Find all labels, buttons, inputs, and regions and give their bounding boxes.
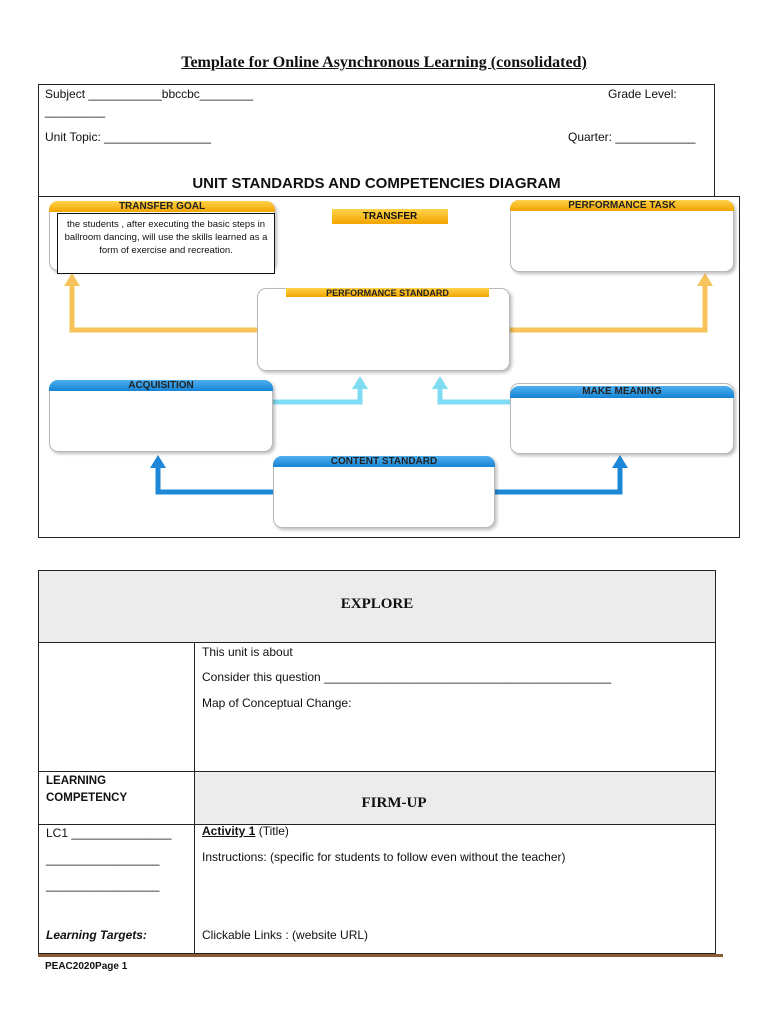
make-meaning-box bbox=[510, 383, 734, 454]
acquisition-header: ACQUISITION bbox=[49, 380, 273, 391]
row-divider bbox=[39, 642, 715, 643]
page-footer: PEAC2020Page 1 bbox=[45, 961, 128, 972]
learning-targets-label: Learning Targets: bbox=[46, 928, 147, 942]
arrow-content-to-acquisition bbox=[158, 468, 273, 492]
learning-competency-label: LEARNING COMPETENCY bbox=[46, 775, 128, 804]
diagram-title: UNIT STANDARDS AND COMPETENCIES DIAGRAM bbox=[192, 175, 561, 192]
transfer-label: TRANSFER bbox=[332, 209, 448, 224]
arrowhead-content-to-meaning bbox=[612, 455, 628, 468]
unit-about-text: This unit is about bbox=[202, 645, 293, 659]
clickable-links-text: Clickable Links : (website URL) bbox=[202, 928, 369, 942]
lc-blank-line-2: _________________ bbox=[46, 878, 160, 892]
quarter-field: Quarter: ____________ bbox=[568, 130, 696, 144]
explore-heading: EXPLORE bbox=[340, 596, 414, 612]
transfer-goal-text: the students , after executing the basic steps in ballroom dancing, will use the skills learned as a form of exercise and recreation. bbox=[57, 213, 275, 274]
content-standard-box bbox=[273, 456, 495, 528]
arrow-content-to-meaning bbox=[495, 468, 620, 492]
arrowhead-meaning-to-performance bbox=[432, 376, 448, 389]
document-title: Template for Online Asynchronous Learning (consolidated) bbox=[181, 54, 587, 71]
activity-label: Activity 1 bbox=[202, 824, 256, 838]
concept-map-text: Map of Conceptual Change: bbox=[202, 696, 352, 710]
grade-level-field: Grade Level: bbox=[608, 87, 677, 101]
row-divider bbox=[39, 824, 715, 825]
subject-field-continued: _________ bbox=[45, 104, 106, 118]
footer-rule bbox=[38, 954, 723, 957]
arrowhead-content-to-acquisition bbox=[150, 455, 166, 468]
consider-question-text: Consider this question ___________________________________________ bbox=[202, 670, 612, 684]
unit-topic-field: Unit Topic: ________________ bbox=[45, 130, 211, 144]
subject-field: Subject ___________bbccbc________ bbox=[45, 87, 254, 101]
arrowhead-acquisition-to-performance bbox=[352, 376, 368, 389]
activity-title-suffix: (Title) bbox=[255, 824, 289, 838]
activity-title bbox=[202, 824, 289, 838]
arrow-to-transfer-goal bbox=[72, 285, 258, 330]
arrow-to-performance-task bbox=[510, 285, 705, 330]
acquisition-box bbox=[49, 380, 273, 452]
performance-standard-box bbox=[257, 288, 510, 371]
instructions-text: Instructions: (specific for students to follow even without the teacher) bbox=[202, 850, 566, 864]
performance-standard-header: PERFORMANCE STANDARD bbox=[286, 288, 489, 297]
lesson-table bbox=[38, 570, 716, 954]
performance-task-box bbox=[510, 200, 734, 272]
performance-task-header: PERFORMANCE TASK bbox=[510, 200, 734, 211]
lc-blank-line-1: _________________ bbox=[46, 852, 160, 866]
content-standard-header: CONTENT STANDARD bbox=[273, 456, 495, 467]
transfer-goal-header: TRANSFER GOAL bbox=[49, 201, 275, 212]
arrow-acquisition-to-performance bbox=[273, 388, 360, 402]
arrowhead-transfer-goal bbox=[64, 273, 80, 286]
lc1-field: LC1 _______________ bbox=[46, 826, 172, 840]
arrowhead-performance-task bbox=[697, 273, 713, 286]
make-meaning-header: MAKE MEANING bbox=[510, 386, 734, 398]
firm-up-heading: FIRM-UP bbox=[361, 795, 427, 811]
arrow-meaning-to-performance bbox=[440, 388, 510, 402]
